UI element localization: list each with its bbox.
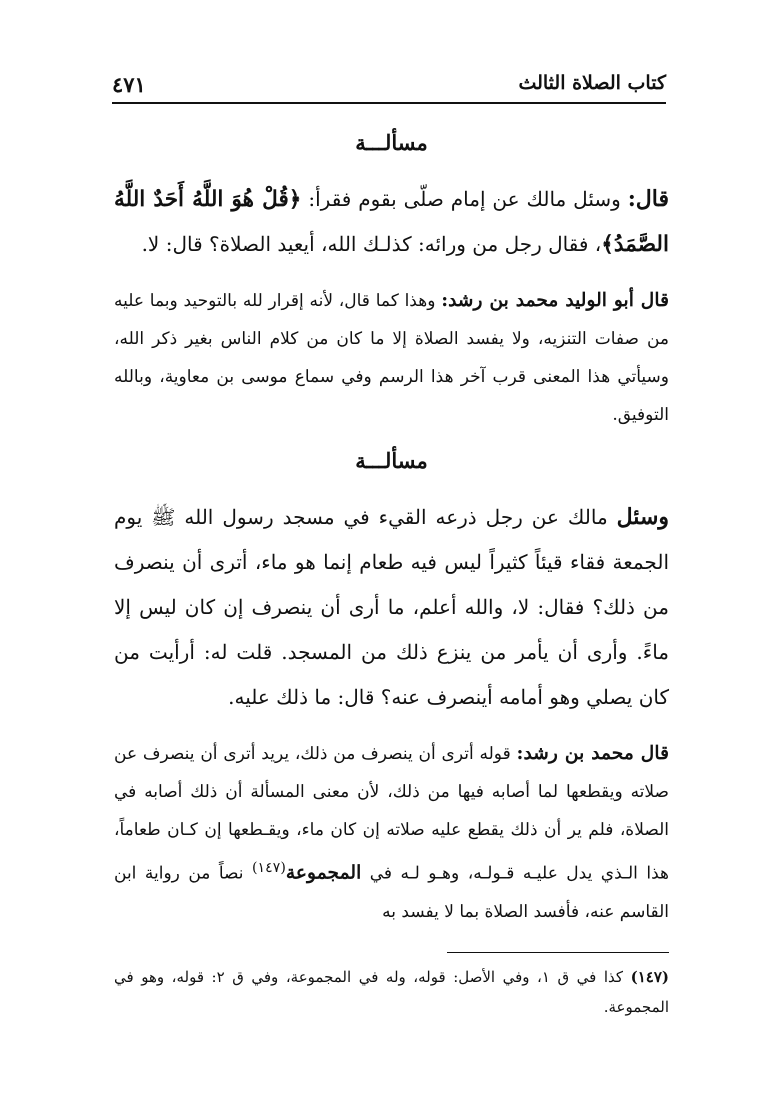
- speaker-lead: قال:: [627, 186, 670, 212]
- paragraph-text: مالك عن رجل ذرعه القيء في مسجد رسول الله ﷺ يوم الجمعة فقاء قيئاً كثيراً ليس فيه طعام إنما هو ماء، أترى أن ينصرف من ذلك؟ فقال: لا، والله أعلم، ما أرى أن ينصرف إن كان ليس إلا ماءً. وأرى أن يأمر من ينزع ذلك من المسجد. قلت له: أرأيت من كان يصلي وهو أمامه أينصرف عنه؟ قال: ما ذلك عليه.: [114, 505, 669, 709]
- paragraph-text: وهذا كما قال، لأنه إقرار لله بالتوحيد وبما عليه من صفات التنزيه، ولا يفسد الصلاة إلا ما كان من كلام الناس بغير ذكر الله، وسيأتي هذا المعنى قرب آخر هذا الرسم وفي سماع موسى بن معاوية، وبالله التوفيق.: [114, 291, 669, 425]
- section-heading-2: مسألـــة: [355, 448, 428, 473]
- page-header: [112, 70, 666, 104]
- paragraph-text: ، فقال رجل من ورائه: كذلـك الله، أيعيد الصلاة؟ قال: لا.: [141, 232, 602, 256]
- page-number: ٤٧١: [112, 72, 146, 97]
- paragraph-commentary-2: [114, 734, 669, 931]
- page-body: [114, 130, 669, 945]
- paragraph-question-1: [114, 177, 669, 267]
- speaker-lead: قال محمد بن رشد:: [516, 742, 670, 764]
- paragraph-text: وسئل مالك عن إمام صلّى بقوم فقرأ:: [301, 187, 628, 211]
- footnote-divider: [447, 952, 669, 953]
- paragraph-commentary-1: [114, 281, 669, 434]
- quran-verse: ﴿قُلْ هُوَ اللَّهُ أَحَدٌ اللَّهُ الصَّمَدُ﴾: [114, 187, 669, 257]
- speaker-lead: قال أبو الوليد محمد بن رشد:: [441, 289, 670, 311]
- section-heading-1: مسألـــة: [355, 130, 428, 155]
- footnote-text: كذا في ق ١، وفي الأصل: قوله، وله في المجموعة، وفي ق ٢: قوله، وهو في المجموعة.: [114, 968, 669, 1016]
- paragraph-question-2: [114, 495, 669, 720]
- running-title: كتاب الصلاة الثالث: [518, 72, 666, 94]
- bold-source-name: المجموعة: [285, 861, 362, 884]
- paragraph-text: قوله أترى أن ينصرف من ذلك، يريد أترى أن ينصرف عن صلاته ويقطعها لما أصابه فيها من ذلك، لأن معنى المسألة أن ذلك أصابه في الصلاة، فلم ير أن ذلك يقطع عليه صلاته إن كان ماء، ويقـطعها إن كـان طعاماً، هذا الـذي يدل عليـه قـولـه، وهـو لـه في: [114, 744, 670, 884]
- speaker-lead: وسئل: [616, 504, 669, 530]
- footnote-reference: (١٤٧): [252, 860, 286, 876]
- footnote-number: (١٤٧): [630, 968, 669, 986]
- paragraph-text: نصاً من رواية ابن القاسم عنه، فأفسد الصلاة بما لا يفسد به: [114, 863, 669, 922]
- footnote: [114, 962, 669, 1022]
